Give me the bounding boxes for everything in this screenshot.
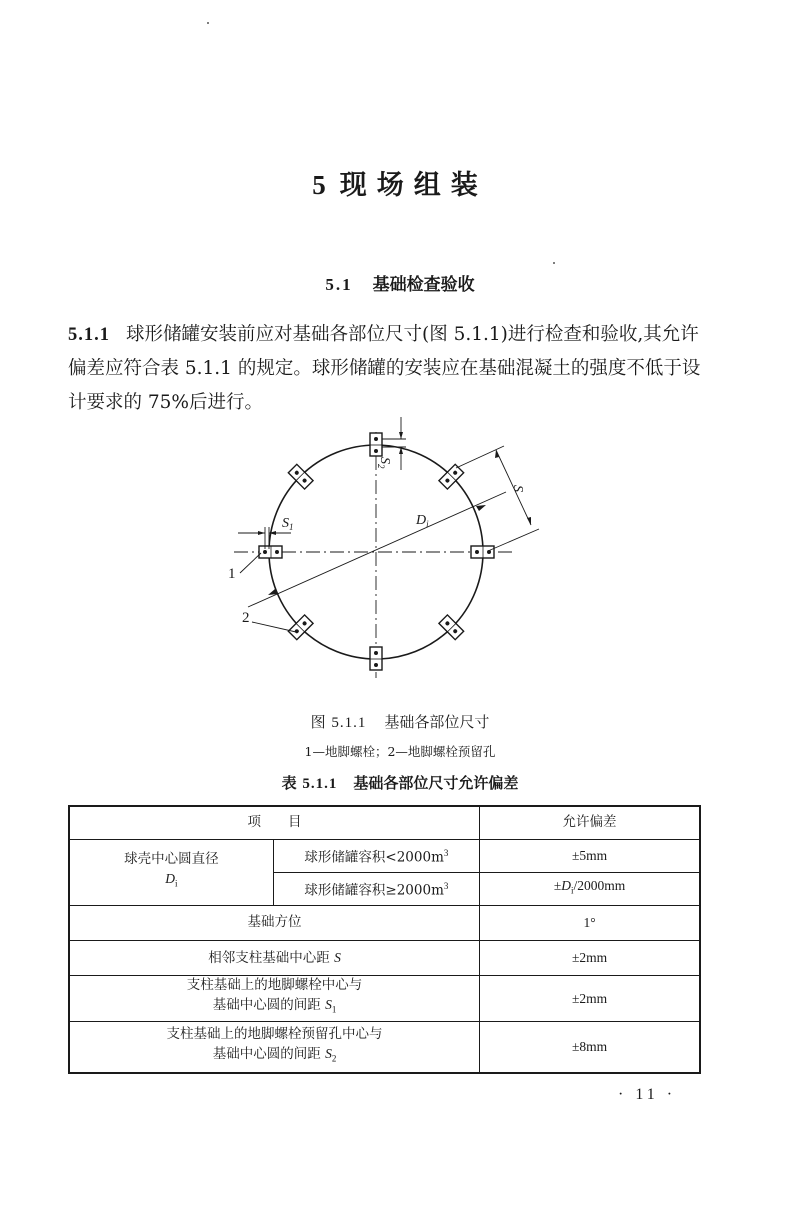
- label-s1: $S_1$: [282, 516, 294, 532]
- cell-condition: 球形储罐容积$\ge 2000m^3$: [273, 872, 479, 905]
- table-caption: [0, 772, 800, 793]
- callout-1-leader: [240, 553, 261, 573]
- figure-number: 图 5.1.1: [310, 715, 367, 731]
- scan-speck: [553, 262, 555, 264]
- item-label: 球壳中心圆直径: [124, 851, 219, 868]
- tolerance-table: [68, 805, 701, 1074]
- chapter-title-text: 现场组装: [339, 170, 488, 201]
- cell-tolerance: ±2mm: [480, 975, 700, 1021]
- table-row: [69, 1021, 700, 1073]
- figure-title: 基础各部位尺寸: [384, 713, 490, 731]
- pad-bottom: [370, 647, 382, 670]
- cell-item: 相邻支柱基础中心距 S: [69, 940, 480, 975]
- cell-item: 基础方位: [69, 905, 480, 940]
- figure-legend: 1—地脚螺栓；2—地脚螺栓预留孔: [304, 744, 496, 759]
- clause-text: 球形储罐安装前应对基础各部位尺寸(图 5.1.1)进行检查和验收,其允许偏差应符合表 5.1.1 的规定。球形储罐的安装应在基础混凝土的强度不低于设计要求的 75%后进行。: [68, 324, 701, 413]
- cell-item-diameter: [69, 839, 273, 905]
- chapter-title: [0, 163, 800, 202]
- label-di: $D_i$: [416, 513, 429, 529]
- callout-2-leader: [252, 622, 296, 632]
- label-s2: $S_2$: [376, 457, 392, 469]
- callout-2: 2: [242, 610, 250, 626]
- cell-tolerance: ±5mm: [480, 839, 700, 872]
- table-row: [69, 940, 700, 975]
- cell-tolerance: 1°: [480, 905, 700, 940]
- pad-top: [370, 433, 382, 456]
- table-row: [69, 839, 700, 872]
- clause-number: 5.1.1: [68, 325, 110, 345]
- clause-paragraph: [68, 318, 708, 420]
- label-s: S: [510, 485, 525, 492]
- pad-left: [259, 546, 282, 558]
- section-title: [0, 270, 800, 295]
- table-row: [69, 905, 700, 940]
- cell-item: 支柱基础上的地脚螺栓中心与 基础中心圆的间距 $S_1$: [69, 975, 480, 1021]
- section-number: 5.1: [325, 275, 353, 294]
- callout-1: 1: [228, 566, 236, 582]
- page-number: · 11 ·: [618, 1086, 677, 1103]
- diameter-line: [248, 492, 506, 607]
- table-row: [69, 975, 700, 1021]
- pad-right: [471, 546, 494, 558]
- table-header-row: [69, 806, 700, 839]
- foundation-diagram: [220, 415, 550, 700]
- section-title-text: 基础检查验收: [372, 275, 475, 295]
- table-number: 表 5.1.1: [281, 776, 338, 792]
- cell-tolerance: $\pm D_i/2000mm$: [480, 872, 700, 905]
- table-title: 基础各部位尺寸允许偏差: [353, 774, 519, 792]
- chapter-number: 5: [312, 170, 326, 200]
- scan-speck: [207, 22, 209, 24]
- cell-item: 支柱基础上的地脚螺栓预留孔中心与 基础中心圆的间距 $S_2$: [69, 1021, 480, 1073]
- figure-caption: [0, 711, 800, 732]
- header-item: 项 目: [69, 806, 480, 839]
- cell-condition: 球形储罐容积$<2000m^3$: [273, 839, 479, 872]
- cell-tolerance: ±2mm: [480, 940, 700, 975]
- header-tolerance: 允许偏差: [480, 806, 700, 839]
- item-symbol: $D_i$: [165, 871, 178, 889]
- cell-tolerance: ±8mm: [480, 1021, 700, 1073]
